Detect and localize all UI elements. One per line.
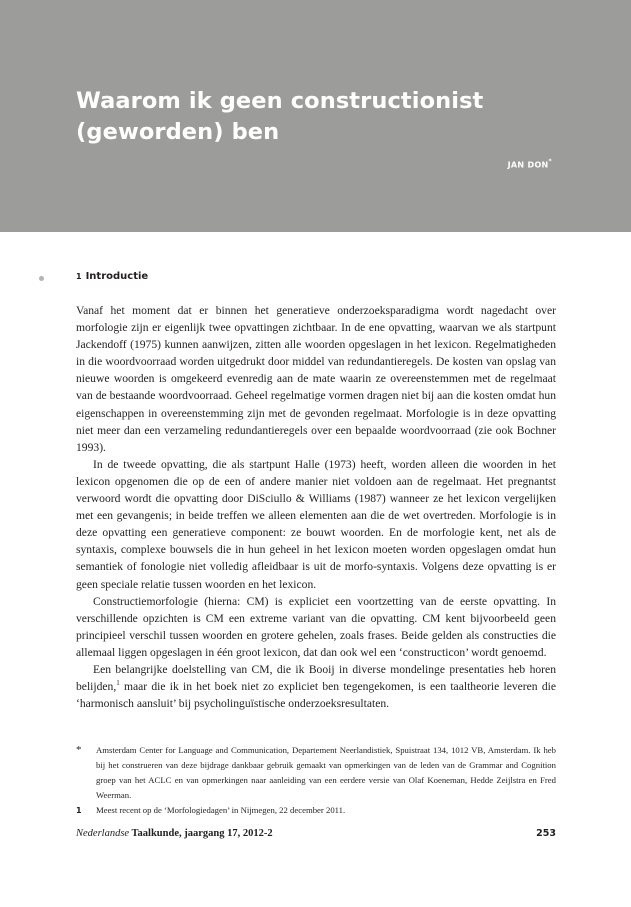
footnotes bbox=[76, 743, 556, 818]
section-heading bbox=[76, 271, 148, 282]
paragraph bbox=[76, 456, 556, 593]
journal-name-italic: Nederlandse bbox=[76, 828, 130, 839]
journal-citation bbox=[76, 828, 273, 839]
paragraph-text: Vanaf het moment dat er binnen het generatieve onderzoeksparadigma wordt nagedacht over morfologie zijn er eigenlijk twee opvattingen zichtbaar. In de ene opvatting, waarvan we als startpunt Jackendoff (1975) kunnen aanwijzen, zitten alle woorden opgeslagen in het lexicon. Regelmatigheden in die woordvoorraad worden uitgedrukt door middel van redundantieregels. De kosten van opslag van nieuwe woorden is omgekeerd evenredig aan de mate waarin ze overeenstemmen met de regelmaat van de bestaande woordvoorraad. Geheel regelmatige vormen dragen niet bij aan die kosten omdat hun eigenschappen in overeenstemming zijn met de gevonden regelmaat. Morfologie is in deze opvatting niet meer dan een verzameling redundantieregels over een bepaalde woordvoorraad (zie ook Bochner 1993). bbox=[76, 304, 556, 454]
page-footer bbox=[76, 828, 556, 839]
paragraph bbox=[76, 302, 556, 456]
author-text: JAN DON bbox=[507, 160, 549, 170]
title-line-2: (geworden) ben bbox=[76, 119, 280, 145]
article-title bbox=[76, 86, 483, 148]
section-title: Introductie bbox=[85, 271, 149, 282]
footnote-mark: * bbox=[76, 744, 82, 756]
paragraph-text: In de tweede opvatting, die als startpunt Halle (1973) heeft, worden alleen die woorden in het lexicon opgenomen die op de een of andere manier niet voldoen aan de regelmaat. Het pregnantst verwoord wordt die opvatting door DiSciullo & Williams (1987) wanneer ze het lexicon vergelijken met een gevangenis; in beide treffen we alleen elementen aan die de wet overtreden. Morfologie is in deze opvatting een generatieve component: ze bouwt woorden. En de morfologie kent, net als de syntaxis, complexe bouwsels die in hun geheel in het lexicon moeten worden opgeslagen omdat hun semantiek of fonologie niet volledig afleidbaar is uit de morfo-syntaxis. Volgens deze opvatting is er geen speciale relatie tussen woorden en het lexicon. bbox=[76, 457, 556, 591]
journal-volume: Taalkunde, jaargang 17, 2012-2 bbox=[129, 828, 273, 839]
paragraph bbox=[76, 661, 556, 712]
paragraph bbox=[76, 593, 556, 661]
footnote-mark: 1 bbox=[76, 806, 82, 815]
paragraph-text: maar die ik in het boek niet zo expliciet ben tegengekomen, is een taaltheorie leveren die ‘harmonisch aansluit’ bij psycholinguïstische onderzoeksresultaten. bbox=[76, 680, 556, 711]
page-number: 253 bbox=[536, 828, 556, 839]
footnote-author-affiliation bbox=[76, 743, 556, 803]
footnote-reference-link[interactable]: 1 bbox=[116, 679, 120, 688]
title-banner bbox=[0, 0, 631, 232]
footnote-1 bbox=[76, 803, 556, 818]
author-footnote-mark: * bbox=[548, 158, 552, 165]
section-number: 1 bbox=[76, 272, 82, 281]
author-name bbox=[508, 159, 552, 170]
margin-bullet-icon bbox=[39, 276, 44, 281]
footnote-text: Meest recent op de ‘Morfologiedagen’ in Nijmegen, 22 december 2011. bbox=[96, 805, 346, 815]
article-body bbox=[76, 302, 556, 712]
title-line-1: Waarom ik geen constructionist bbox=[76, 88, 484, 114]
footnote-text: Amsterdam Center for Language and Communication, Departement Neerlandistiek, Spuistraat 134, 1012 VB, Amsterdam. Ik heb bij het construeren van deze bijdrage dankbaar gebruik gemaakt van opmerkingen van de leden van de Grammar and Cognition groep van het ACLC en van opmerkingen naar aanleiding van een eerdere versie van Olaf Koeneman, Hedde Zeijlstra en Fred Weerman. bbox=[96, 745, 556, 800]
paragraph-text: Constructiemorfologie (hierna: CM) is expliciet een voortzetting van de eerste opvatting. In verschillende opzichten is CM een extreme variant van die opvatting. CM kent bijvoorbeeld geen principieel verschil tussen woorden en grotere gehelen, zoals frases. Beide gelden als constructies die allemaal liggen opgeslagen in één groot lexicon, dat dan ook wel een ‘constructicon’ wordt genoemd. bbox=[76, 594, 556, 659]
paragraph-text: Een belangrijke doelstelling van CM, die ik Booij in diverse mondelinge presentaties heb horen belijden, bbox=[76, 662, 556, 694]
